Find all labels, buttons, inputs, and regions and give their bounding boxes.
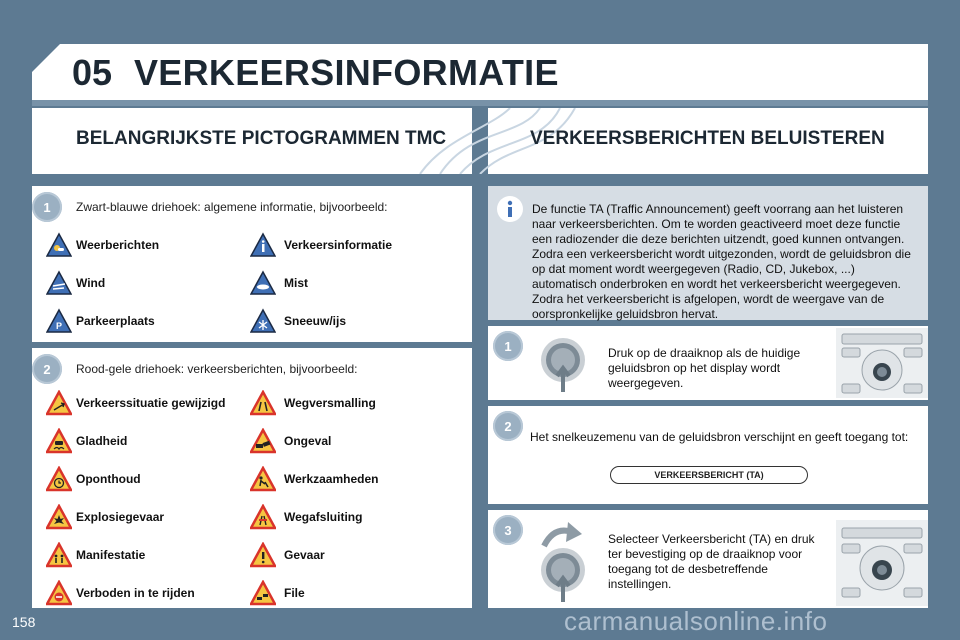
menu-item-traffic-announcement[interactable]: VERKEERSBERICHT (TA) bbox=[610, 466, 808, 484]
roadworks-icon bbox=[250, 466, 276, 492]
sign-label: Wegversmalling bbox=[284, 396, 376, 410]
sign-label: Gevaar bbox=[284, 548, 325, 562]
sign-label: Sneeuw/ijs bbox=[284, 314, 347, 328]
sign-label: Explosiegevaar bbox=[76, 510, 165, 524]
group1-description: Zwart-blauwe driehoek: algemene informatie, bijvoorbeeld: bbox=[76, 200, 388, 214]
sign-label: Verkeerssituatie gewijzigd bbox=[76, 396, 226, 410]
sign-label: Weerberichten bbox=[76, 238, 160, 252]
header-divider bbox=[32, 100, 928, 106]
wind-icon bbox=[46, 270, 72, 296]
step-badge: 1 bbox=[32, 192, 62, 222]
weather-icon bbox=[46, 232, 72, 258]
rotary-knob-press-icon bbox=[538, 336, 590, 394]
section-title-right: VERKEERSBERICHTEN BELUISTEREN bbox=[530, 128, 885, 149]
step-badge: 3 bbox=[493, 515, 523, 545]
parking-icon bbox=[46, 308, 72, 334]
watermark: carmanualsonline.info bbox=[564, 606, 828, 636]
chapter-title: VERKEERSINFORMATIE bbox=[134, 52, 559, 93]
snow-icon bbox=[250, 308, 276, 334]
sign-label: Wind bbox=[76, 276, 106, 290]
sign-label: Gladheid bbox=[76, 434, 128, 448]
traffic-jam-icon bbox=[250, 580, 276, 606]
step-badge: 2 bbox=[493, 411, 523, 441]
sign-label: Verkeersinformatie bbox=[284, 238, 393, 252]
chapter-number: 05 bbox=[72, 52, 113, 93]
step3-text: Selecteer Verkeersbericht (TA) en druk ter bevestiging op de draaiknop voor toegang tot de desbetreffende instellingen. bbox=[608, 532, 815, 591]
sign-label: Verboden in te rijden bbox=[76, 586, 195, 600]
road-narrowing-icon bbox=[250, 390, 276, 416]
step2-text: Het snelkeuzemenu van de geluidsbron verschijnt en geeft toegang tot: bbox=[530, 430, 909, 444]
radio-unit-image bbox=[836, 520, 928, 606]
page-number: 158 bbox=[12, 614, 36, 630]
no-entry-icon bbox=[46, 580, 72, 606]
step1-text: Druk op de draaiknop als de huidige geluidsbron op het display wordt weergegeven. bbox=[608, 346, 801, 390]
changed-situation-icon bbox=[46, 390, 72, 416]
delay-icon bbox=[46, 466, 72, 492]
step-badge: 2 bbox=[32, 354, 62, 384]
svg-text:P: P bbox=[55, 321, 63, 331]
section-title-left: BELANGRIJKSTE PICTOGRAMMEN TMC bbox=[76, 128, 447, 149]
demonstration-icon bbox=[46, 542, 72, 568]
sign-label: Mist bbox=[284, 276, 308, 290]
group2-description: Rood-gele driehoek: verkeersberichten, bijvoorbeeld: bbox=[76, 362, 358, 376]
sign-label: Parkeerplaats bbox=[76, 314, 155, 328]
slippery-road-icon bbox=[46, 428, 72, 454]
accident-icon bbox=[250, 428, 276, 454]
rotary-knob-turn-press-icon bbox=[532, 518, 604, 604]
sign-label: File bbox=[284, 586, 305, 600]
sign-label: Oponthoud bbox=[76, 472, 141, 486]
danger-icon bbox=[250, 542, 276, 568]
radio-unit-image bbox=[836, 328, 928, 398]
sign-label: Wegafsluiting bbox=[284, 510, 363, 524]
explosion-icon bbox=[46, 504, 72, 530]
info-text: De functie TA (Traffic Announcement) geeft voorrang aan het luisteren naar verkeersberichten. Om te worden geactiveerd moet deze functie een radiozender die deze berichten uitzendt, goed kunnen ontvangen. Zodra een verkeersbericht wordt uitgezonden, wordt de geluidsbron die op dat moment wordt weergegeven (Radio, CD, Jukebox, ...) automatisch onderbroken en wordt het verkeersbericht weergegeven. Zodra het verkeersbericht is afgelopen, wordt de weergave van de oorspronkelijke geluidsbron hervat. bbox=[532, 202, 911, 321]
fog-icon bbox=[250, 270, 276, 296]
step-badge: 1 bbox=[493, 331, 523, 361]
sign-label: Ongeval bbox=[284, 434, 332, 448]
sign-label: Werkzaamheden bbox=[284, 472, 379, 486]
road-closed-icon bbox=[250, 504, 276, 530]
step2-panel bbox=[488, 406, 928, 504]
info-circle-icon bbox=[497, 196, 523, 222]
sign-label: Manifestatie bbox=[76, 548, 146, 562]
info-icon bbox=[250, 232, 276, 258]
